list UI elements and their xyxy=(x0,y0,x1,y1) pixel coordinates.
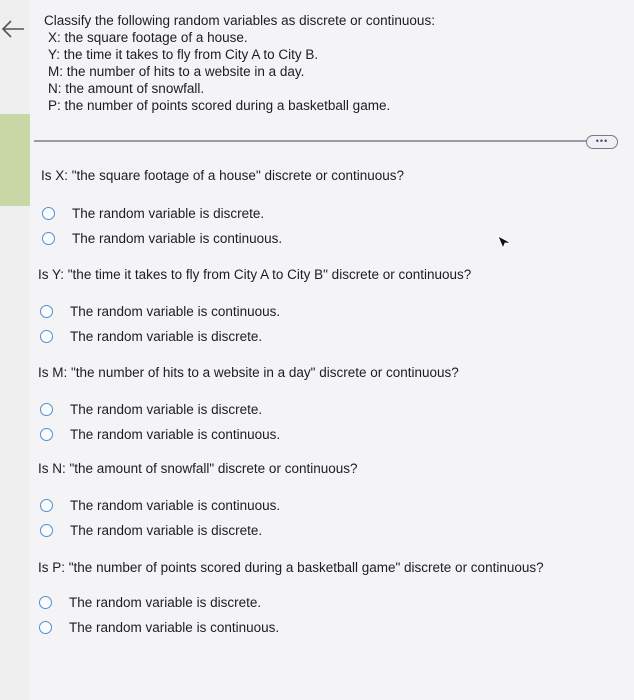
option-m-continuous[interactable] xyxy=(40,427,280,442)
left-sidebar xyxy=(0,0,30,700)
option-label: The random variable is discrete. xyxy=(69,595,262,610)
problem-heading: Classify the following random variables as discrete or continuous: xyxy=(44,13,435,28)
question-p-prompt: Is P: "the number of points scored during a basketball game" discrete or continuous? xyxy=(38,560,544,575)
sidebar-highlight-tab[interactable] xyxy=(0,114,30,206)
radio-button[interactable] xyxy=(39,621,52,634)
radio-button[interactable] xyxy=(40,305,53,318)
variable-definition: X: the square footage of a house. xyxy=(48,30,248,45)
question-panel xyxy=(30,0,634,700)
option-p-discrete[interactable] xyxy=(39,595,261,610)
radio-button[interactable] xyxy=(42,232,55,245)
option-label: The random variable is continuous. xyxy=(69,620,280,635)
option-label: The random variable is continuous. xyxy=(70,304,281,319)
option-n-continuous[interactable] xyxy=(40,498,280,513)
variable-definition: P: the number of points scored during a basketball game. xyxy=(48,98,391,113)
option-y-continuous[interactable] xyxy=(40,304,280,319)
more-options-button[interactable]: ••• xyxy=(586,135,618,149)
radio-button[interactable] xyxy=(39,596,52,609)
radio-button[interactable] xyxy=(40,524,53,537)
radio-button[interactable] xyxy=(40,428,53,441)
variable-definition: Y: the time it takes to fly from City A to City B. xyxy=(48,47,319,62)
section-divider xyxy=(34,140,586,142)
option-label: The random variable is continuous. xyxy=(72,231,283,246)
option-label: The random variable is discrete. xyxy=(72,206,265,221)
option-x-discrete[interactable] xyxy=(42,206,264,221)
problem-statement xyxy=(44,12,435,114)
question-n-prompt: Is N: "the amount of snowfall" discrete or continuous? xyxy=(38,461,358,476)
option-p-continuous[interactable] xyxy=(39,620,279,635)
option-x-continuous[interactable] xyxy=(42,231,282,246)
option-n-discrete[interactable] xyxy=(40,523,262,538)
option-label: The random variable is discrete. xyxy=(70,402,263,417)
question-x-prompt: Is X: "the square footage of a house" discrete or continuous? xyxy=(41,168,405,183)
option-label: The random variable is continuous. xyxy=(70,498,281,513)
option-label: The random variable is continuous. xyxy=(70,427,281,442)
option-label: The random variable is discrete. xyxy=(70,523,263,538)
option-m-discrete[interactable] xyxy=(40,402,262,417)
question-m-prompt: Is M: "the number of hits to a website in a day" discrete or continuous? xyxy=(38,365,459,380)
question-y-prompt: Is Y: "the time it takes to fly from City A to City B" discrete or continuous? xyxy=(38,267,472,282)
back-arrow-icon[interactable] xyxy=(0,18,26,40)
radio-button[interactable] xyxy=(40,330,53,343)
option-y-discrete[interactable] xyxy=(40,329,262,344)
radio-button[interactable] xyxy=(40,499,53,512)
radio-button[interactable] xyxy=(42,207,55,220)
radio-button[interactable] xyxy=(40,403,53,416)
variable-definition: M: the number of hits to a website in a day. xyxy=(48,64,305,79)
mouse-pointer-icon xyxy=(496,234,512,250)
option-label: The random variable is discrete. xyxy=(70,329,263,344)
variable-definition: N: the amount of snowfall. xyxy=(48,81,205,96)
